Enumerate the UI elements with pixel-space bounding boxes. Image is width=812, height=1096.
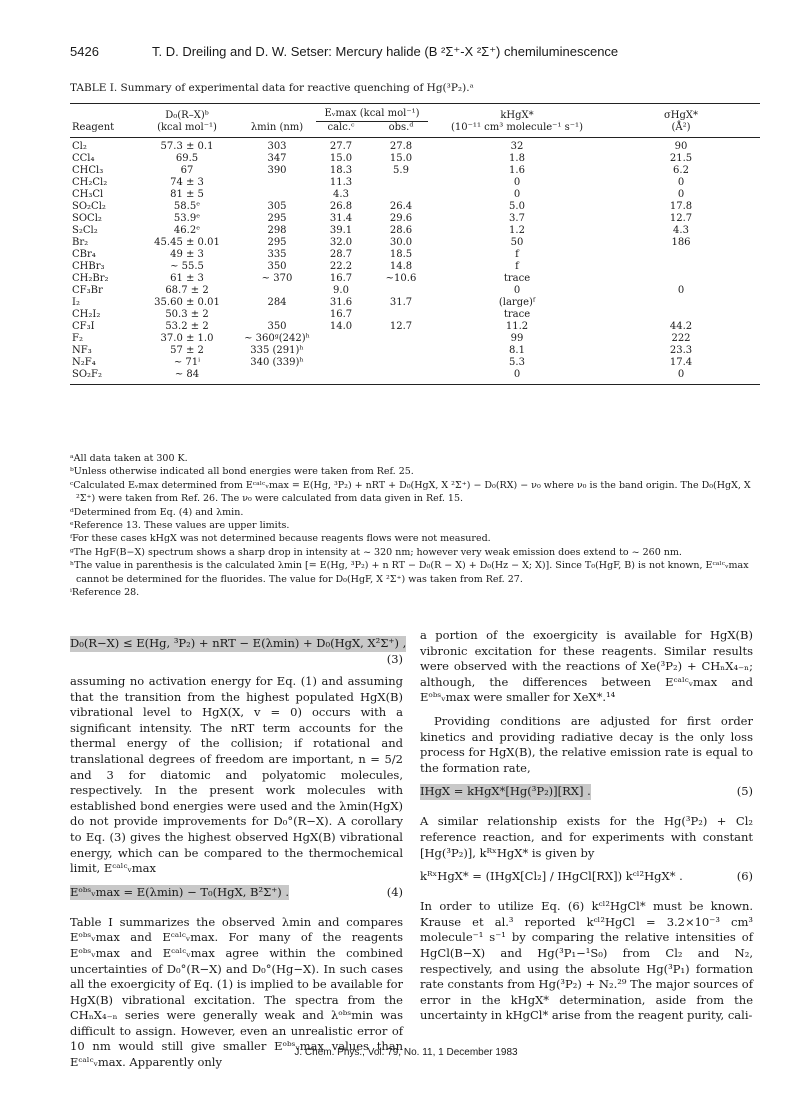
cell-d0: 67 — [180, 165, 194, 176]
footnote: ᵃAll data taken at 300 K. — [70, 453, 188, 464]
table-row — [70, 225, 760, 237]
cell-k-hgx: 0 — [513, 177, 521, 188]
table-row — [70, 153, 760, 165]
table-row — [70, 297, 760, 309]
cell-reagent: CHBr₃ — [72, 261, 105, 272]
cell-e-calc: 31.6 — [329, 297, 353, 308]
equation-6 — [420, 863, 753, 893]
cell-d0: ~ 71ⁱ — [173, 357, 201, 368]
cell-e-obs — [370, 357, 432, 369]
cell-d0: 46.2ᵉ — [173, 225, 201, 236]
cell-d0: 68.7 ± 2 — [165, 285, 209, 296]
equation-4 — [70, 879, 403, 909]
cell-e-obs — [370, 189, 432, 201]
cell-k-hgx: trace — [503, 273, 531, 284]
cell-reagent: SO₂F₂ — [72, 369, 103, 380]
cell-e-obs: 31.7 — [389, 297, 413, 308]
cell-lambda-min: 335 (291)ʰ — [250, 345, 304, 356]
cell-k-hgx: 0 — [513, 285, 521, 296]
cell-sigma: 0 — [677, 189, 685, 200]
right-paragraph-2: Providing conditions are adjusted for first order kinetics and providing radiative decay is the only loss process for HgX(B), the relative emission rate is equal to the formation rate, — [420, 713, 753, 775]
cell-reagent: F₂ — [72, 333, 83, 344]
table-row — [70, 369, 760, 385]
cell-e-calc: 11.3 — [329, 177, 353, 188]
equation-3-expr: D₀(R−X) ≤ E(Hg, ³P₂) + nRT − E(λmin) + D₀(HgX, X²Σ⁺) , — [70, 636, 407, 650]
cell-reagent: CH₂I₂ — [72, 309, 101, 320]
cell-k-hgx: f — [515, 261, 519, 272]
cell-lambda-min — [242, 369, 312, 385]
cell-e-calc: 26.8 — [329, 201, 353, 212]
cell-e-calc: 27.7 — [329, 141, 353, 152]
running-header — [70, 44, 760, 64]
cell-reagent: Cl₂ — [72, 141, 87, 152]
cell-sigma — [602, 273, 760, 285]
cell-lambda-min: 350 — [267, 321, 287, 332]
cell-lambda-min: 347 — [267, 153, 287, 164]
cell-e-obs: 26.4 — [389, 201, 413, 212]
cell-sigma: 17.4 — [669, 357, 693, 368]
table-row — [70, 261, 760, 273]
equation-3 — [70, 630, 407, 666]
cell-reagent: CH₃Cl — [72, 189, 104, 200]
table-row — [70, 237, 760, 249]
cell-e-obs: 27.8 — [389, 141, 413, 152]
cell-d0: 74 ± 3 — [170, 177, 204, 188]
cell-e-obs: 18.5 — [389, 249, 413, 260]
cell-sigma: 6.2 — [673, 165, 689, 176]
cell-e-obs: 29.6 — [389, 213, 413, 224]
cell-reagent: S₂Cl₂ — [72, 225, 98, 236]
cell-e-obs: 14.8 — [389, 261, 413, 272]
cell-e-calc — [312, 357, 370, 369]
cell-k-hgx: (large)ᶠ — [498, 297, 536, 308]
cell-k-hgx: 1.6 — [509, 165, 525, 176]
cell-sigma: 17.8 — [669, 201, 693, 212]
equation-6-expr: kᴿˣHgX* = (IHgX[Cl₂] / IHgCl[RX]) kᶜˡ²HgX* . — [420, 869, 683, 884]
table-caption: TABLE I. Summary of experimental data for reactive quenching of Hg(³P₂).ᵃ — [70, 82, 474, 94]
cell-e-calc — [312, 345, 370, 357]
cell-k-hgx: 0 — [513, 369, 521, 380]
cell-sigma: 0 — [677, 177, 685, 188]
cell-d0: 53.9ᵉ — [173, 213, 201, 224]
cell-lambda-min — [242, 309, 312, 321]
cell-reagent: I₂ — [72, 297, 80, 308]
cell-d0: 57 ± 2 — [170, 345, 204, 356]
cell-e-obs — [370, 285, 432, 297]
right-paragraph-1: a portion of the exoergicity is available for HgX(B) vibronic excitation for these reagents. Similar results were observed with the reactions of Xe(³P₂) + CHₙX₄₋ₙ; although, the differences between Eᶜᵃˡᶜᵥmax and Eᵒᵇˢᵥmax were smaller for XeX*.¹⁴ — [420, 628, 753, 705]
cell-lambda-min: 305 — [267, 201, 287, 212]
cell-k-hgx: 50 — [510, 237, 524, 248]
cell-reagent: CHCl₃ — [72, 165, 104, 176]
table-row — [70, 309, 760, 321]
cell-d0: 45.45 ± 0.01 — [154, 237, 220, 248]
cell-reagent: Br₂ — [72, 237, 89, 248]
cell-k-hgx: 1.8 — [509, 153, 525, 164]
running-title: T. D. Dreiling and D. W. Setser: Mercury halide (B ²Σ⁺-X ²Σ⁺) chemiluminescence — [152, 44, 619, 59]
cell-sigma: 23.3 — [669, 345, 693, 356]
cell-e-obs: ~10.6 — [385, 273, 417, 284]
cell-reagent: SOCl₂ — [72, 213, 102, 224]
footnote: ᵇUnless otherwise indicated all bond energies were taken from Ref. 25. — [70, 466, 414, 478]
cell-lambda-min: 295 — [267, 213, 287, 224]
cell-sigma: 21.5 — [669, 153, 693, 164]
cell-d0: ~ 84 — [174, 369, 200, 380]
cell-lambda-min: 295 — [267, 237, 287, 248]
cell-lambda-min: 390 — [267, 165, 287, 176]
th-d0-line2: (kcal mol⁻¹) — [132, 122, 242, 138]
cell-d0: 69.5 — [175, 153, 199, 164]
cell-e-calc: 31.4 — [329, 213, 353, 224]
table-row — [70, 285, 760, 297]
cell-k-hgx: 0 — [513, 189, 521, 200]
cell-d0: 61 ± 3 — [170, 273, 204, 284]
table-row — [70, 345, 760, 357]
cell-d0: 50.3 ± 2 — [165, 309, 209, 320]
table-row — [70, 165, 760, 177]
cell-lambda-min: ~ 360ᵍ(242)ʰ — [244, 333, 310, 344]
cell-e-calc: 14.0 — [329, 321, 353, 332]
cell-lambda-min: 298 — [267, 225, 287, 236]
cell-d0: 81 ± 5 — [170, 189, 204, 200]
th-d0-line1: D₀(R–X)ᵇ — [165, 110, 209, 121]
cell-e-calc: 28.7 — [329, 249, 353, 260]
equation-3-number: (3) — [386, 652, 403, 666]
cell-d0: 37.0 ± 1.0 — [160, 333, 214, 344]
cell-e-calc: 16.7 — [329, 309, 353, 320]
table-row — [70, 138, 760, 154]
equation-5-number: (5) — [736, 784, 753, 799]
cell-e-calc: 32.0 — [329, 237, 353, 248]
table-row — [70, 273, 760, 285]
cell-e-obs — [370, 309, 432, 321]
cell-lambda-min: 284 — [267, 297, 287, 308]
cell-e-calc — [312, 333, 370, 345]
left-paragraph-2: Table I summarizes the observed λmin and compares Eᵒᵇˢᵥmax and Eᶜᵃˡᶜᵥmax. For many of the reagents Eᵒᵇˢᵥmax and Eᶜᵃˡᶜᵥmax agree within the combined uncertainties of D₀°(R−X) and D₀°(Hg−X). In such cases all the exoergicity of Eq. (1) is implied to be available for HgX(B) vibrational excitation. The spectra from the CHₙX₄₋ₙ series were generally weak and λᵒᵇˢmin was difficult to assign. However, even an unrealistic error of 10 nm would still give smaller Eᵒᵇˢᵥmax values than Eᶜᵃˡᶜᵥmax. Apparently only — [70, 914, 403, 1070]
th-calc: calc.ᶜ — [312, 122, 370, 138]
cell-sigma: 44.2 — [669, 321, 693, 332]
th-k-line2: (10⁻¹¹ cm³ molecule⁻¹ s⁻¹) — [432, 122, 602, 138]
cell-reagent: CF₃Br — [72, 285, 103, 296]
table-footnotes — [70, 452, 760, 599]
cell-lambda-min — [242, 285, 312, 297]
cell-d0: 49 ± 3 — [170, 249, 204, 260]
cell-k-hgx: 5.3 — [509, 357, 525, 368]
th-e-group — [312, 104, 432, 123]
footnote: ᵉReference 13. These values are upper limits. — [70, 520, 290, 532]
cell-sigma: 12.7 — [669, 213, 693, 224]
table-row — [70, 189, 760, 201]
footnote: ᶠFor these cases kHgX was not determined because reagents flows were not measured. — [70, 533, 491, 545]
cell-reagent: CCl₄ — [72, 153, 95, 164]
cell-k-hgx: 1.2 — [509, 225, 525, 236]
cell-k-hgx: 8.1 — [509, 345, 525, 356]
equation-5-expr: IHgX = kHgX*[Hg(³P₂)][RX] . — [420, 784, 591, 799]
cell-sigma: 222 — [671, 333, 691, 344]
equation-4-number: (4) — [386, 884, 403, 899]
cell-e-calc: 9.0 — [333, 285, 349, 296]
cell-e-obs — [370, 345, 432, 357]
right-paragraph-4: In order to utilize Eq. (6) kᶜˡ²HgCl* must be known. Krause et al.³ reported kᶜˡ²HgCl = 3.2×10⁻³ cm³ molecule⁻¹ s⁻¹ by comparing the relative intensities of HgCl(B−X) and Hg(³P₁−¹S₀) from Cl₂ and N₂, respectively, and using the absolute Hg(³P₁) formation rate constants from Hg(³P₂) + N₂.²⁹ The major sources of error in the kHgX* determination, aside from the uncertainty in kHgCl* arise from the reagent purity, cali- — [420, 899, 753, 1023]
cell-e-obs: 15.0 — [389, 153, 413, 164]
cell-k-hgx: trace — [503, 309, 531, 320]
data-table — [70, 103, 760, 385]
cell-lambda-min: ~ 370 — [261, 273, 293, 284]
cell-reagent: SO₂Cl₂ — [72, 201, 106, 212]
th-sigma-line1: σHgX* — [663, 110, 699, 121]
cell-sigma — [602, 249, 760, 261]
cell-sigma — [602, 297, 760, 309]
cell-e-calc: 22.2 — [329, 261, 353, 272]
cell-d0: 35.60 ± 0.01 — [154, 297, 220, 308]
table-row — [70, 201, 760, 213]
footnote: ⁱReference 28. — [70, 587, 140, 599]
cell-sigma: 4.3 — [673, 225, 689, 236]
equation-6-number: (6) — [736, 869, 753, 884]
cell-reagent: CH₂Cl₂ — [72, 177, 108, 188]
cell-e-obs: 12.7 — [389, 321, 413, 332]
right-column — [420, 628, 753, 1024]
cell-k-hgx: 11.2 — [505, 321, 529, 332]
cell-d0: ~ 55.5 — [170, 261, 204, 272]
page-number: 5426 — [70, 44, 99, 59]
cell-e-obs: 5.9 — [393, 165, 409, 176]
left-paragraph-1: assuming no activation energy for Eq. (1) and assuming that the transition from the highest populated HgX(B) vibrational level to HgX(X, v = 0) occurs with a significant intensity. The nRT term accounts for the thermal energy of the collision; if rotational and translational degrees of freedom are important, n = 5/2 and 3 for diatomic and polyatomic molecules, respectively. In the present work molecules with established bond energies were used and the λmin(HgX) do not provide improvements for D₀°(R−X). A corollary to Eq. (3) gives the highest observed HgX(B) vibrational energy, which can be compared to the thermochemical limit, Eᶜᵃˡᶜᵥmax — [70, 674, 403, 876]
table-row — [70, 357, 760, 369]
table-body — [70, 138, 760, 385]
cell-sigma: 0 — [677, 285, 685, 296]
table-row — [70, 333, 760, 345]
cell-sigma: 90 — [674, 141, 688, 152]
footnote: ᵍThe HgF(B−X) spectrum shows a sharp drop in intensity at ~ 320 nm; however very weak emission does extend to ~ 260 nm. — [70, 546, 682, 558]
right-paragraph-3: A similar relationship exists for the Hg(³P₂) + Cl₂ reference reaction, and for experiments with constant [Hg(³P₂)], kᴿˣHgX* is given by — [420, 814, 753, 860]
footnote: ʰThe value in parenthesis is the calculated λmin [= E(Hg, ³P₂) + n RT − D₀(R − X) + D₀(Hz − X; X)]. Since T₀(HgF, B) is not known, Eᶜᵃˡᶜᵥmax cannot be determined for the fluorides. The value for D₀(HgF, X ²Σ⁺) was taken from Ref. 27. — [70, 560, 749, 585]
cell-k-hgx: f — [515, 249, 519, 260]
cell-sigma: 0 — [677, 369, 685, 380]
cell-e-calc: 18.3 — [329, 165, 353, 176]
table-row — [70, 321, 760, 333]
th-e-group-label: Eᵥmax (kcal mol⁻¹) — [316, 108, 427, 122]
cell-e-obs: 28.6 — [389, 225, 413, 236]
th-obs: obs.ᵈ — [370, 122, 432, 138]
th-blank — [242, 104, 312, 123]
cell-reagent: N₂F₄ — [72, 357, 96, 368]
cell-k-hgx: 5.0 — [509, 201, 525, 212]
cell-lambda-min: 303 — [267, 141, 287, 152]
cell-sigma: 186 — [671, 237, 691, 248]
cell-e-calc — [312, 369, 370, 385]
cell-k-hgx: 3.7 — [509, 213, 525, 224]
table-row — [70, 249, 760, 261]
cell-d0: 53.2 ± 2 — [165, 321, 209, 332]
th-blank — [70, 104, 132, 123]
cell-lambda-min: 340 (339)ʰ — [250, 357, 304, 368]
cell-lambda-min: 350 — [267, 261, 287, 272]
cell-lambda-min — [242, 177, 312, 189]
footnote: ᶜCalculated Eᵥmax determined from Eᶜᵃˡᶜᵥmax = E(Hg, ³P₂) + nRT + D₀(HgX, X ²Σ⁺) − D₀(RX) − ν₀ where ν₀ is the band origin. The D₀(HgX, X ²Σ⁺) were taken from Ref. 26. The ν₀ were calculated from data given in Ref. 15. — [70, 479, 751, 505]
cell-k-hgx: 32 — [510, 141, 524, 152]
equation-4-expr: Eᵒᵇˢᵥmax = E(λmin) − T₀(HgX, B²Σ⁺) . — [70, 884, 290, 899]
equation-5 — [420, 778, 753, 808]
cell-sigma — [602, 261, 760, 273]
th-lambda: λmin (nm) — [242, 122, 312, 138]
cell-lambda-min — [242, 189, 312, 201]
cell-d0: 57.3 ± 0.1 — [160, 141, 214, 152]
cell-e-obs: 30.0 — [389, 237, 413, 248]
th-sigma-line2: (Å²) — [602, 122, 760, 138]
cell-e-calc: 4.3 — [333, 189, 349, 200]
cell-k-hgx: 99 — [510, 333, 524, 344]
th-reagent: Reagent — [70, 122, 132, 138]
journal-footer: J. Chem. Phys., Vol. 79, No. 11, 1 December 1983 — [294, 1047, 518, 1058]
data-table-container — [70, 103, 760, 385]
cell-reagent: CH₂Br₂ — [72, 273, 109, 284]
cell-lambda-min: 335 — [267, 249, 287, 260]
cell-e-calc: 15.0 — [329, 153, 353, 164]
cell-reagent: NF₃ — [72, 345, 92, 356]
th-k-line1: kHgX* — [500, 110, 534, 121]
cell-reagent: CBr₄ — [72, 249, 96, 260]
footnote: ᵈDetermined from Eq. (4) and λmin. — [70, 506, 244, 518]
cell-e-calc: 39.1 — [329, 225, 353, 236]
cell-sigma — [602, 309, 760, 321]
cell-reagent: CF₃I — [72, 321, 95, 332]
table-row — [70, 177, 760, 189]
table-row — [70, 213, 760, 225]
cell-e-obs — [370, 369, 432, 385]
cell-d0: 58.5ᵉ — [173, 201, 201, 212]
cell-e-calc: 16.7 — [329, 273, 353, 284]
cell-e-obs — [370, 333, 432, 345]
cell-e-obs — [370, 177, 432, 189]
